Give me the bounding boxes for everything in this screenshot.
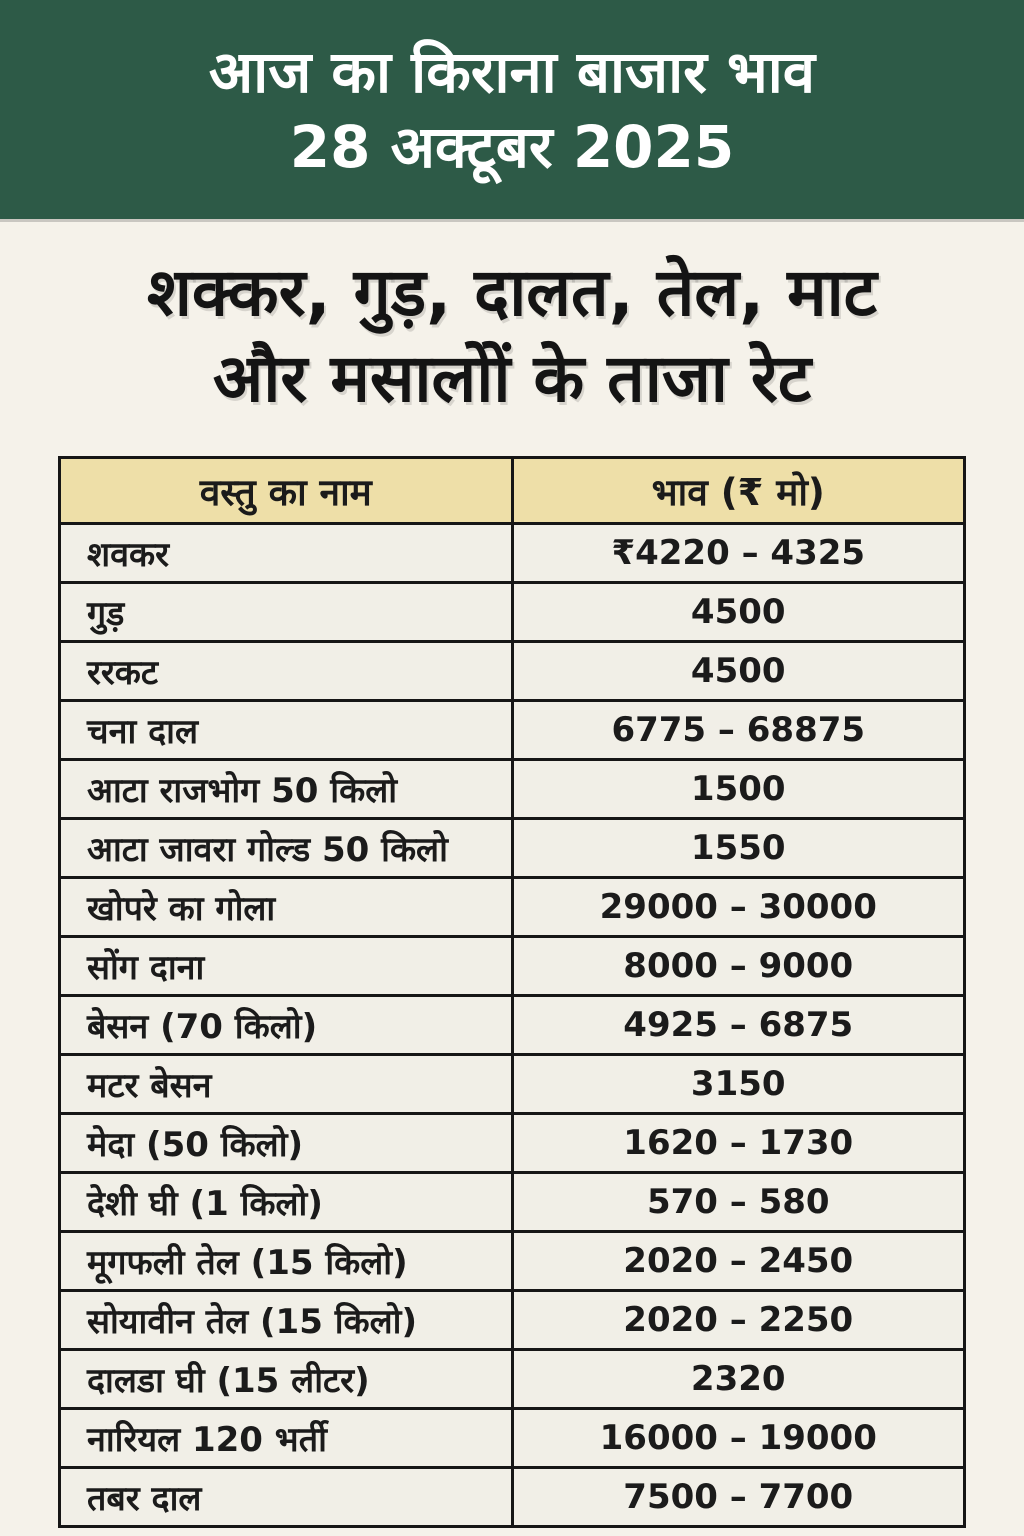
table-row <box>60 1172 965 1231</box>
table-row <box>60 995 965 1054</box>
price-cell: 29000 – 30000 <box>512 877 965 936</box>
subtitle <box>0 250 1024 422</box>
banner-title-line2: 28 अक्टूबर 2025 <box>289 112 735 181</box>
item-cell: चना दाल <box>60 700 513 759</box>
item-cell: मेदा (50 किलो) <box>60 1113 513 1172</box>
item-cell: सोयावीन तेल (15 किलो) <box>60 1290 513 1349</box>
table-row <box>60 1231 965 1290</box>
price-cell: 7500 – 7700 <box>512 1467 965 1526</box>
item-cell: शवकर <box>60 523 513 582</box>
subtitle-line1: शक्कर, गुड़, दालत, तेल, माट <box>147 254 877 331</box>
table-row <box>60 582 965 641</box>
price-cell: 6775 – 68875 <box>512 700 965 759</box>
table-row <box>60 1408 965 1467</box>
col-header-item-name: वस्तु का नाम <box>60 457 513 523</box>
table-row <box>60 759 965 818</box>
table-row <box>60 1349 965 1408</box>
item-cell: तबर दाल <box>60 1467 513 1526</box>
price-table-head <box>60 457 965 523</box>
price-cell: 2020 – 2450 <box>512 1231 965 1290</box>
item-cell: आटा जावरा गोल्ड 50 किलो <box>60 818 513 877</box>
banner-title-line1: आज का किराना बाजार भाव <box>208 38 816 107</box>
subtitle-line2: और मसालोों के ताजा रेट <box>212 339 812 417</box>
table-row <box>60 1467 965 1526</box>
table-row <box>60 818 965 877</box>
price-table <box>58 456 966 1528</box>
item-cell: दालडा घी (15 लीटर) <box>60 1349 513 1408</box>
price-cell: 8000 – 9000 <box>512 936 965 995</box>
item-cell: खोपरे का गोला <box>60 877 513 936</box>
item-cell: देशी घी (1 किलो) <box>60 1172 513 1231</box>
price-cell: ₹4220 – 4325 <box>512 523 965 582</box>
table-row <box>60 700 965 759</box>
item-cell: गुड़ <box>60 582 513 641</box>
table-row <box>60 641 965 700</box>
price-cell: 570 – 580 <box>512 1172 965 1231</box>
table-row <box>60 1054 965 1113</box>
table-row <box>60 936 965 995</box>
header-banner <box>0 0 1024 222</box>
item-cell: आटा राजभोग 50 किलो <box>60 759 513 818</box>
item-cell: मूगफली तेल (15 किलो) <box>60 1231 513 1290</box>
price-cell: 3150 <box>512 1054 965 1113</box>
item-cell: ररकट <box>60 641 513 700</box>
item-cell: बेसन (70 किलो) <box>60 995 513 1054</box>
table-row <box>60 1113 965 1172</box>
col-header-price: भाव (₹ मो) <box>512 457 965 523</box>
price-cell: 2020 – 2250 <box>512 1290 965 1349</box>
table-row <box>60 877 965 936</box>
price-cell: 16000 – 19000 <box>512 1408 965 1467</box>
price-cell: 2320 <box>512 1349 965 1408</box>
price-cell: 1500 <box>512 759 965 818</box>
item-cell: मटर बेसन <box>60 1054 513 1113</box>
price-table-header-row <box>60 457 965 523</box>
price-cell: 1550 <box>512 818 965 877</box>
price-cell: 4500 <box>512 582 965 641</box>
item-cell: सोंग दाना <box>60 936 513 995</box>
table-row <box>60 1290 965 1349</box>
price-cell: 1620 – 1730 <box>512 1113 965 1172</box>
price-cell: 4500 <box>512 641 965 700</box>
item-cell: नारियल 120 भर्ती <box>60 1408 513 1467</box>
price-cell: 4925 – 6875 <box>512 995 965 1054</box>
price-table-body <box>60 523 965 1526</box>
table-row <box>60 523 965 582</box>
